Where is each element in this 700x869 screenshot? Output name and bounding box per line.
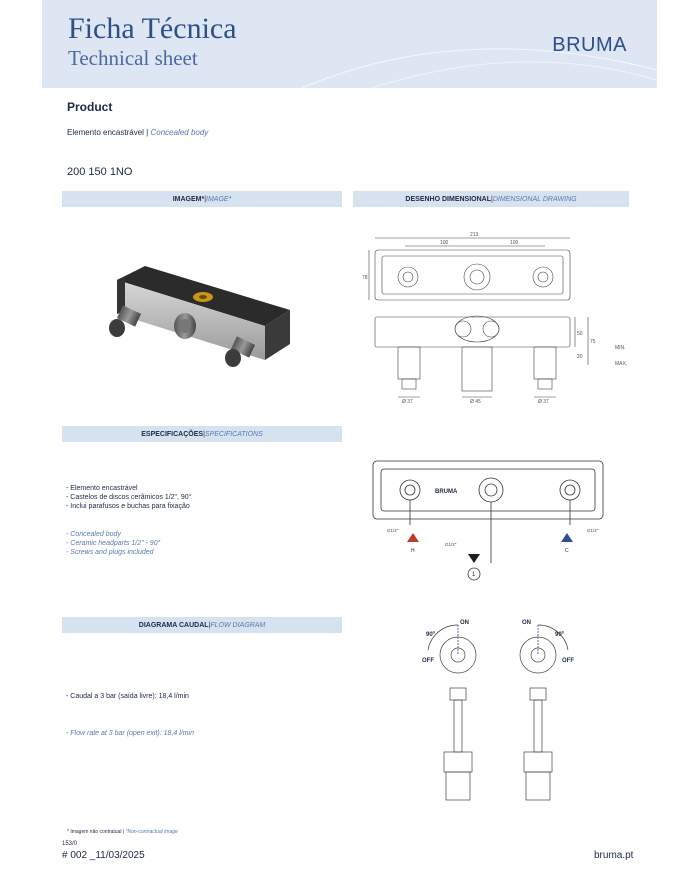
- section-bar-drawing: [353, 191, 629, 207]
- section-drawing-pt: DESENHO DIMENSIONAL: [405, 195, 491, 203]
- dial-right-angle: 90º: [555, 632, 564, 638]
- dial-left-angle: 90º: [426, 632, 435, 638]
- dim-dia-right: Ø 37: [538, 399, 549, 405]
- separator: |: [490, 195, 493, 203]
- dim-50: 50: [577, 331, 583, 337]
- product-description: [67, 128, 208, 137]
- cold-label: C: [565, 548, 569, 554]
- connection-diagram: [365, 455, 615, 590]
- dim-dia-left: Ø 37: [402, 399, 413, 405]
- separator: |: [208, 621, 211, 629]
- dim-20: 20: [577, 354, 583, 360]
- product-description-pt: Elemento encastrável: [67, 128, 144, 137]
- flow-rate-en: - Flow rate at 3 bar (open exit): 18,4 l/min: [66, 730, 194, 737]
- headpart-diagram: [400, 610, 600, 820]
- outlet-arrow-icon: [468, 554, 480, 563]
- page-subtitle: Technical sheet: [68, 46, 198, 70]
- cold-indicator-icon: [561, 533, 573, 542]
- product-heading: Product: [67, 100, 113, 114]
- footnote-en: *Non-contractual image: [125, 829, 178, 835]
- section-drawing-en: DIMENSIONAL DRAWING: [492, 195, 577, 203]
- website-link[interactable]: bruma.pt: [594, 850, 634, 861]
- dimensional-drawing: [360, 225, 635, 405]
- specs-en-list: [66, 530, 160, 557]
- product-description-en: Concealed body: [150, 128, 209, 137]
- section-bar-flow: [62, 617, 342, 633]
- list-item: - Screws and plugs included: [66, 549, 154, 556]
- brand-logo: BRUMA: [552, 34, 627, 56]
- page-title: Ficha Técnica: [68, 12, 237, 45]
- footnote-pt: * Imagem não contratual: [67, 829, 122, 835]
- list-item: - Inclui parafusos e buchas para fixação: [66, 503, 190, 510]
- hot-label: H: [411, 548, 415, 554]
- section-specs-pt: ESPECIFICAÇÕES: [141, 430, 204, 438]
- section-bar-specs: [62, 426, 342, 442]
- outlet-number: 1: [472, 572, 476, 578]
- separator: |: [203, 430, 205, 438]
- dim-min: MIN.: [615, 345, 626, 351]
- section-specs-en: SPECIFICATIONS: [204, 430, 263, 438]
- product-image: [105, 262, 295, 372]
- dim-overall: 213: [470, 232, 479, 238]
- dim-right-span: 100: [510, 240, 519, 246]
- dial-right-off: OFF: [562, 658, 574, 664]
- list-item: - Castelos de discos cerâmicos 1/2", 90°: [66, 494, 192, 501]
- section-image-pt: IMAGEM*: [172, 195, 205, 203]
- g12-right-label: G1/2": [587, 528, 599, 533]
- dim-dia-mid: Ø 45: [470, 399, 481, 405]
- dial-left-on: ON: [460, 620, 469, 626]
- dim-left-span: 100: [440, 240, 449, 246]
- separator: |: [121, 829, 126, 835]
- dial-left-off: OFF: [422, 658, 434, 664]
- flow-rate-pt: - Caudal a 3 bar (saída livre): 18,4 l/min: [66, 693, 189, 700]
- list-item: - Elemento encastrável: [66, 485, 138, 492]
- list-item: - Concealed body: [66, 531, 121, 538]
- product-code: 200 150 1NO: [67, 166, 133, 178]
- g12-mid-label: G1/2": [445, 542, 457, 547]
- section-image-en: IMAGE*: [206, 195, 232, 203]
- dim-75: 75: [590, 339, 596, 345]
- separator: |: [204, 195, 207, 203]
- hot-indicator-icon: [407, 533, 419, 542]
- footnote: [67, 829, 178, 835]
- list-item: - Ceramic headparts 1/2" - 90°: [66, 540, 161, 547]
- revision: 153/0: [62, 841, 78, 847]
- dim-height: 78: [362, 275, 368, 281]
- specs-pt-list: [66, 484, 192, 511]
- section-flow-pt: DIAGRAMA CAUDAL: [138, 621, 209, 629]
- diagram-brand-mark: BRUMA: [435, 489, 458, 495]
- dim-max: MAX.: [615, 361, 628, 367]
- header-banner: [42, 0, 657, 88]
- dial-right-on: ON: [522, 620, 531, 626]
- separator: |: [143, 128, 151, 137]
- g12-left-label: G1/2": [387, 528, 399, 533]
- section-bar-image: [62, 191, 342, 207]
- section-flow-en: FLOW DIAGRAM: [210, 621, 266, 629]
- document-date: # 002 _11/03/2025: [62, 850, 145, 861]
